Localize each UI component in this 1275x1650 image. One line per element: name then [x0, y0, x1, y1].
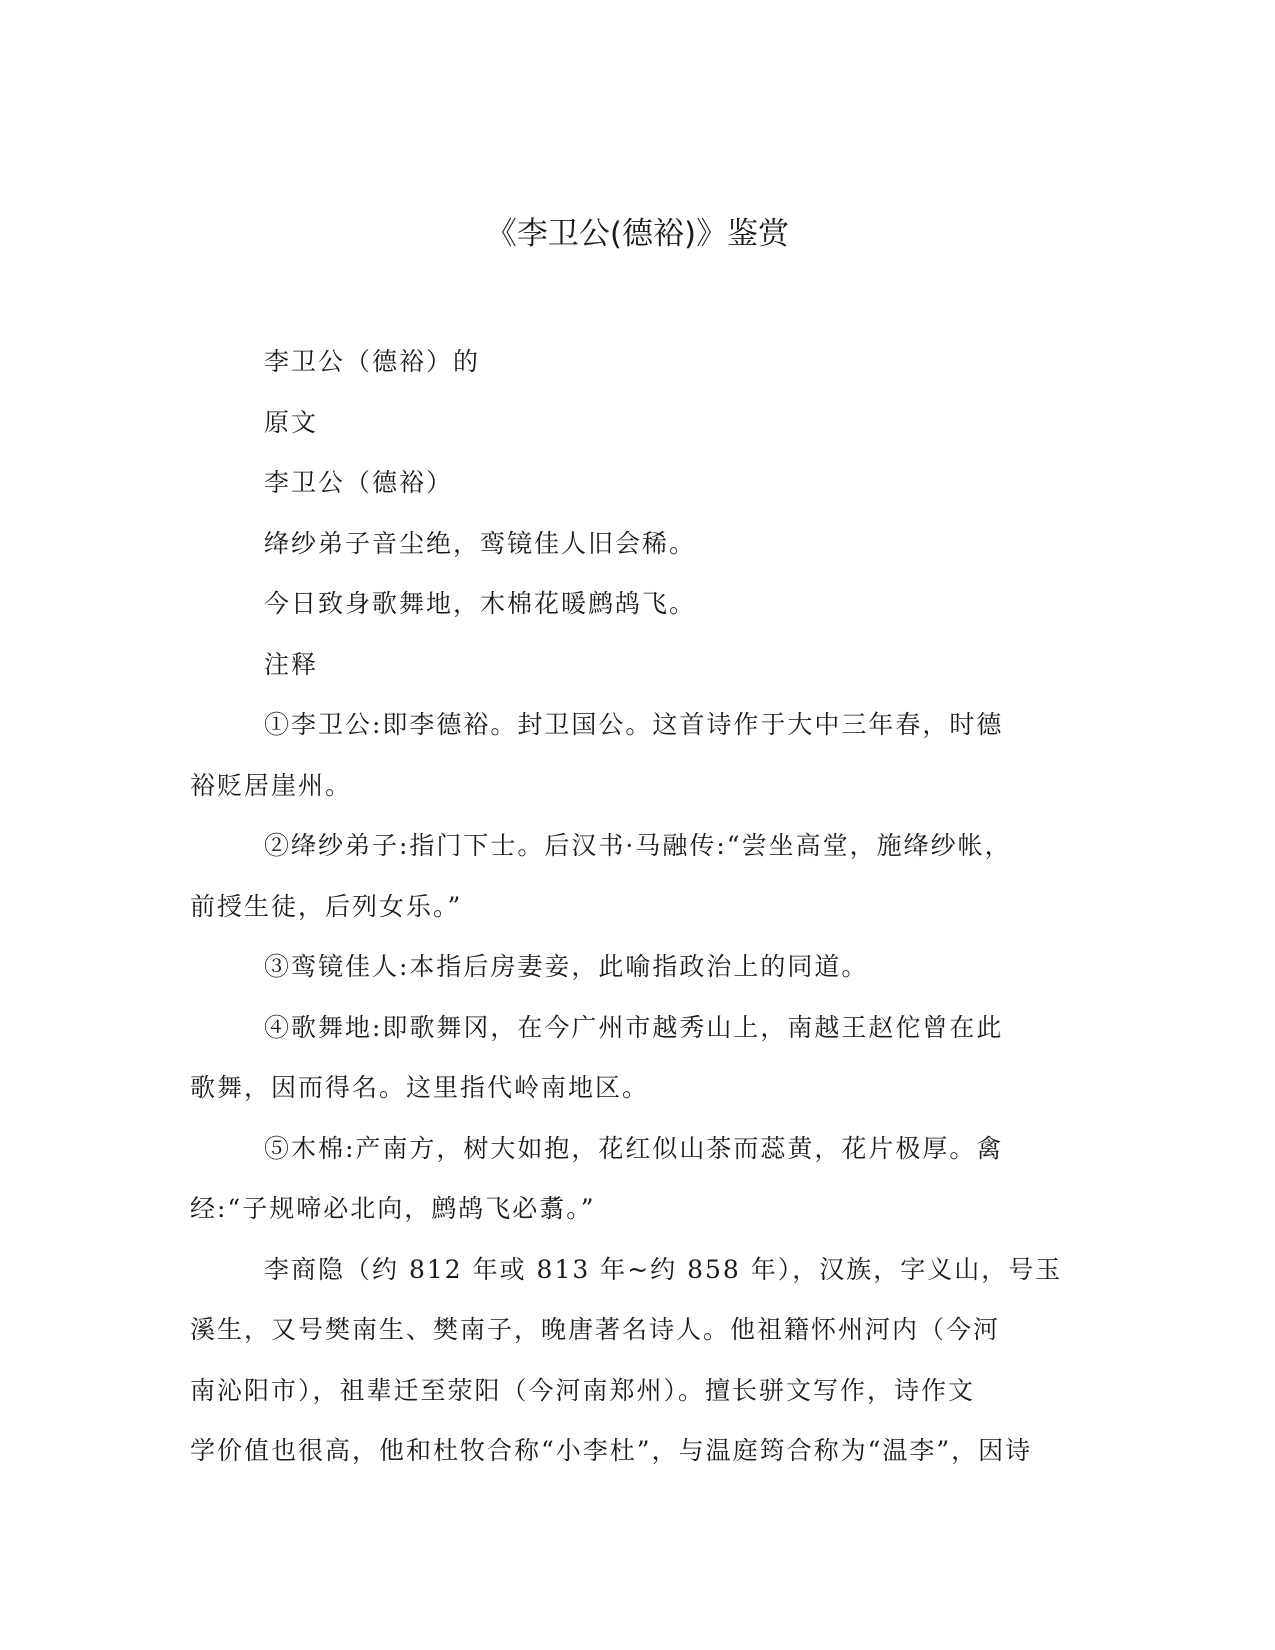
poem-line: 绛纱弟子音尘绝，鸾镜佳人旧会稀。	[264, 528, 697, 558]
biography-line: 溪生，又号樊南生、樊南子，晚唐著名诗人。他祖籍怀州河内（今河	[190, 1315, 1001, 1344]
biography-line: 李商隐（约 812 年或 813 年~约 858 年），汉族，字义山，号玉	[264, 1254, 1063, 1284]
annotation-line: ⑤木棉:产南方，树大如抱，花红似山茶而蕊黄，花片极厚。禽	[264, 1133, 1004, 1163]
annotation-line: 歌舞，因而得名。这里指代岭南地区。	[190, 1073, 650, 1102]
annotation-line: ②绛纱弟子:指门下士。后汉书·马融传:“尝坐高堂，施绛纱帐，	[264, 831, 1012, 860]
document-title: 《李卫公(德裕)》鉴赏	[485, 216, 790, 252]
biography-line: 南沁阳市），祖辈迁至荥阳（今河南郑州）。擅长骈文写作，诗作文	[190, 1375, 976, 1405]
annotation-line: ④歌舞地:即歌舞冈，在今广州市越秀山上，南越王赵佗曾在此	[264, 1012, 1004, 1042]
text-line: 李卫公（德裕）	[264, 468, 454, 497]
annotation-line: ①李卫公:即李德裕。封卫国公。这首诗作于大中三年春，时德	[264, 710, 1004, 739]
poem-line: 今日致身歌舞地，木棉花暖鹧鸪飞。	[264, 589, 697, 618]
annotation-line: ③鸾镜佳人:本指后房妻妾，此喻指政治上的同道。	[264, 952, 869, 981]
annotation-line: 裕贬居崖州。	[190, 770, 353, 800]
document-body	[190, 332, 1075, 1482]
annotation-line: 经:“子规啼必北向，鹧鸪飞必翥。”	[190, 1194, 596, 1223]
text-line: 原文	[264, 407, 319, 437]
annotation-line: 前授生徒，后列女乐。”	[190, 891, 463, 921]
biography-line: 学价值也很高，他和杜牧合称“小李杜”，与温庭筠合称为“温李”，因诗	[190, 1436, 1033, 1465]
text-line: 李卫公（德裕）的	[264, 347, 481, 376]
section-heading: 注释	[264, 649, 319, 679]
